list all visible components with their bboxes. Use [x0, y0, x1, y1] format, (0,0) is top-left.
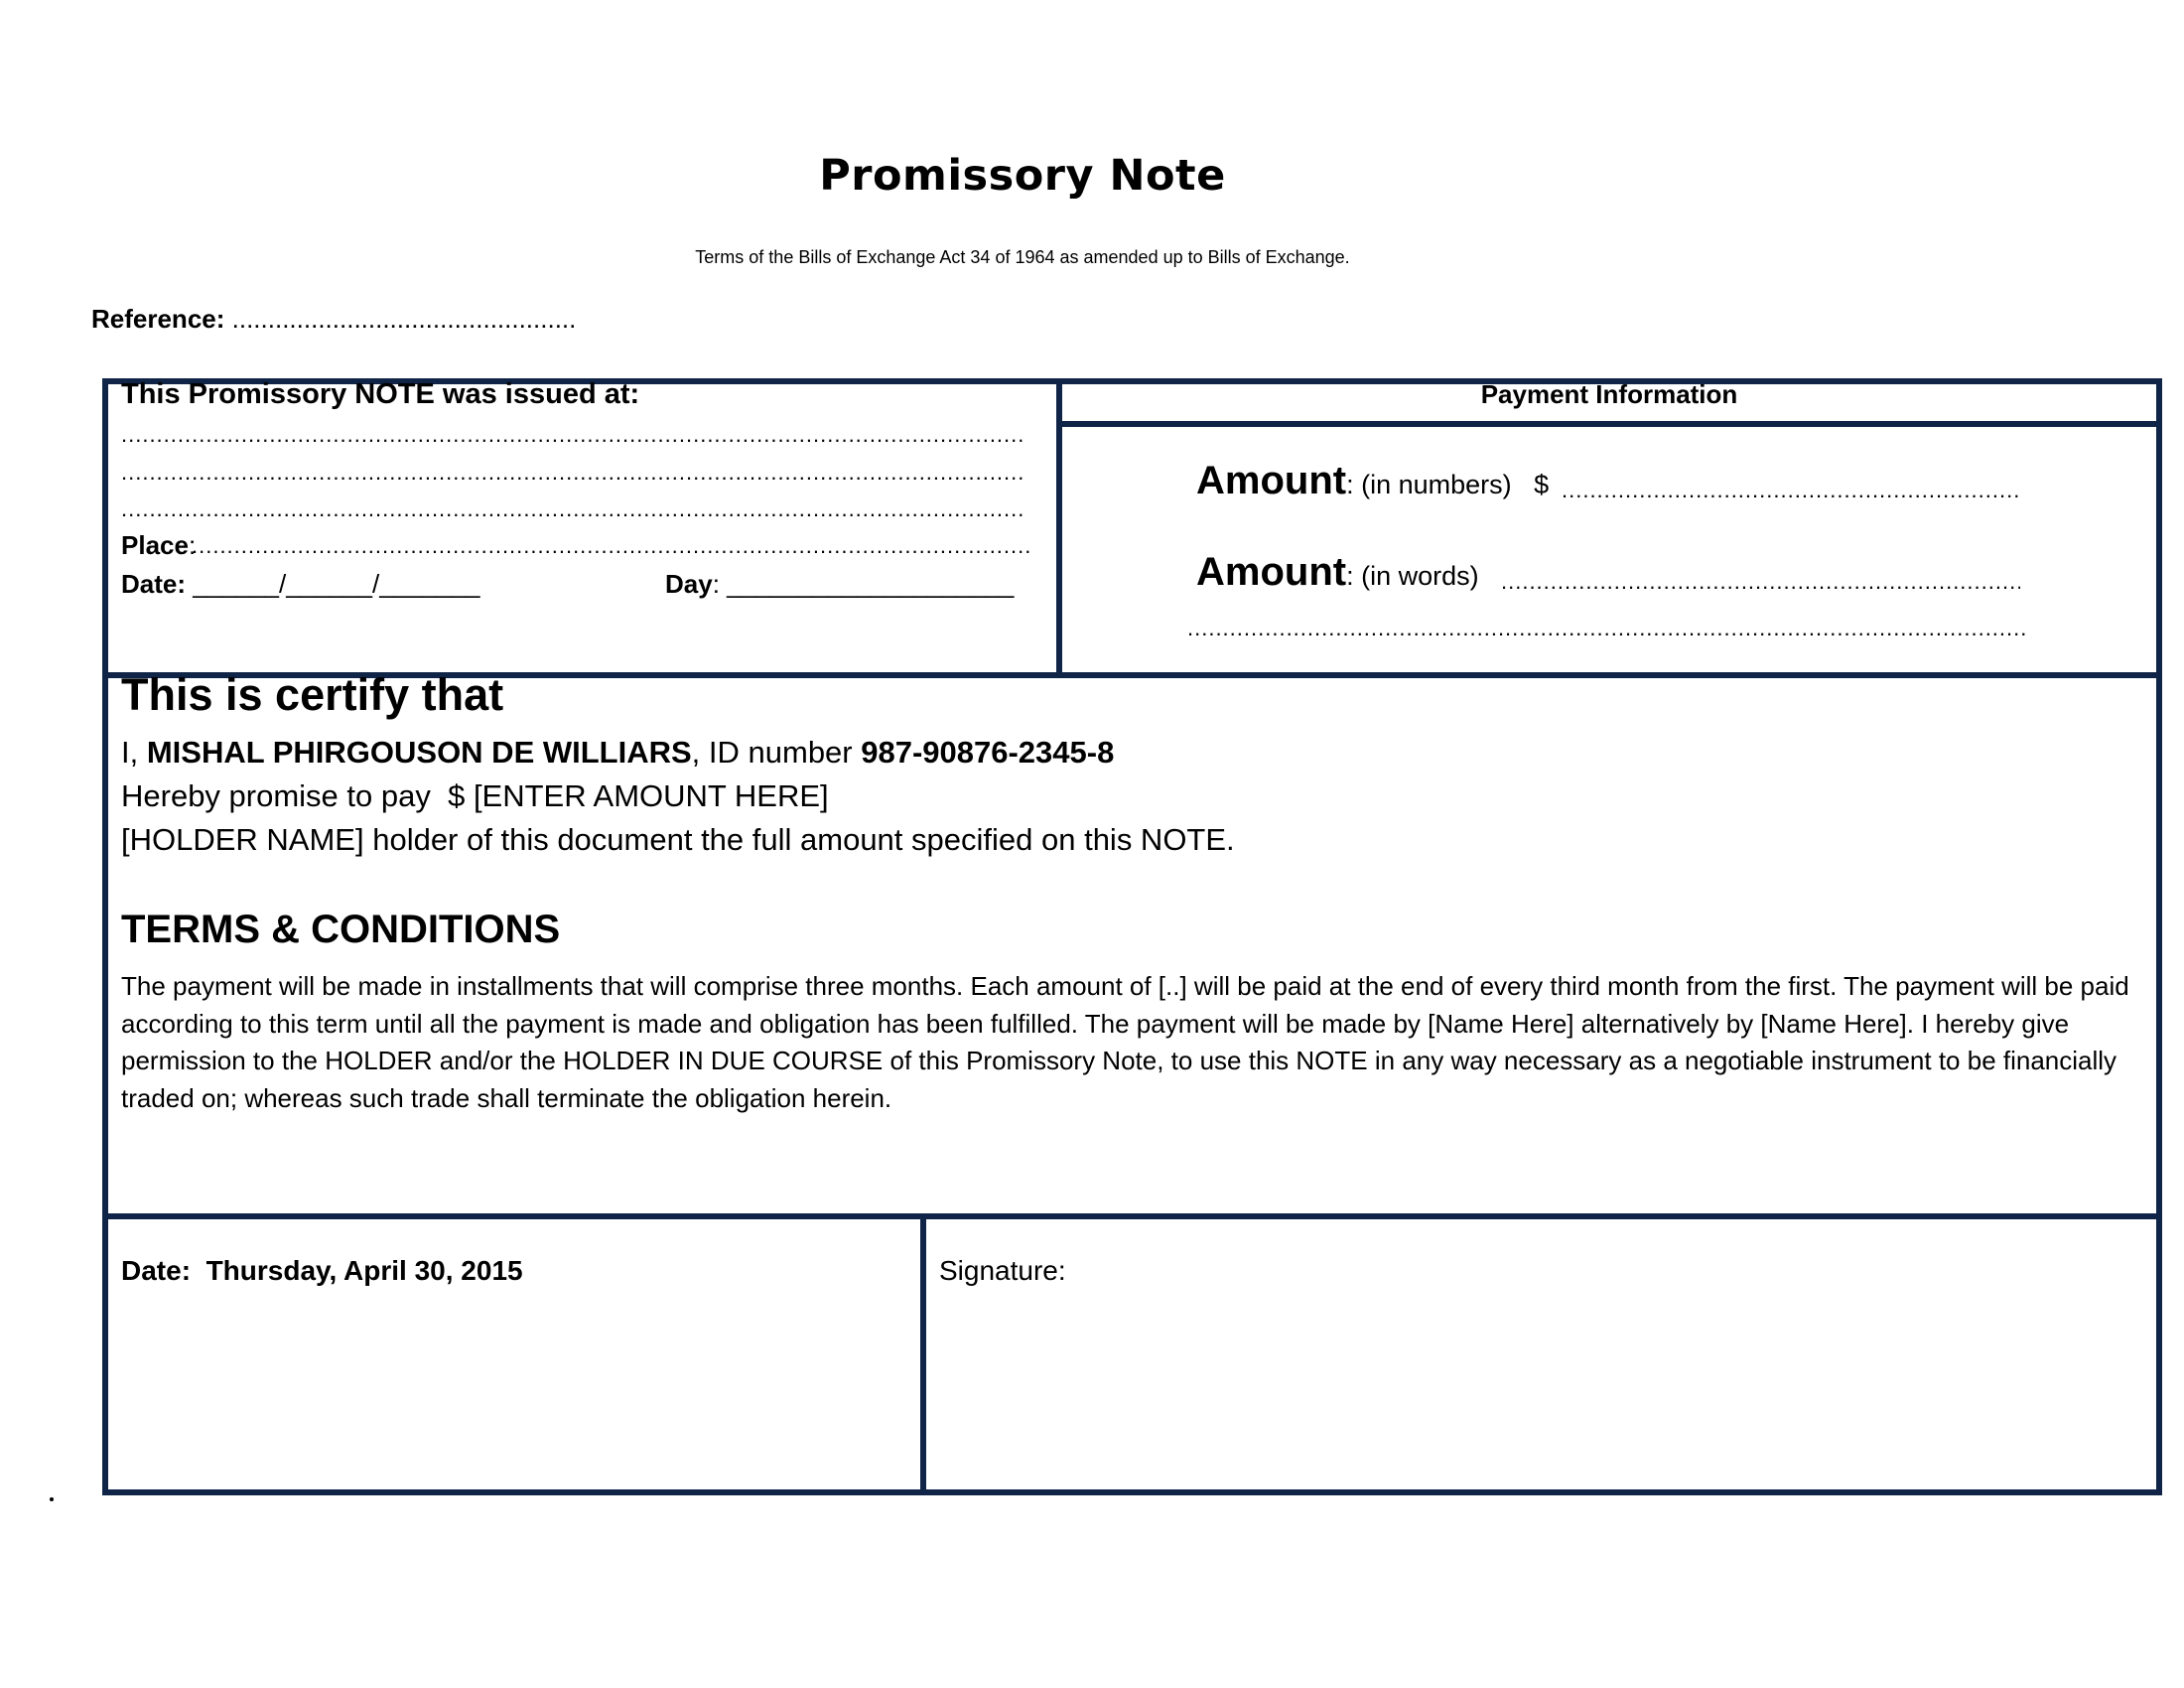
- place-input[interactable]: [192, 533, 1030, 563]
- amount-words-row: [1196, 550, 1479, 595]
- issue-date-label: Date:: [121, 569, 187, 599]
- certify-party-line: [121, 735, 1114, 771]
- terms-heading: TERMS & CONDITIONS: [121, 908, 561, 951]
- issue-date-input[interactable]: ______/______/_______: [193, 569, 480, 599]
- reference-field: [91, 304, 576, 335]
- bottom-section-divider: [102, 1213, 2162, 1219]
- payment-header-divider: [1056, 421, 2162, 427]
- place-field: Place:: [121, 530, 197, 560]
- holder-line: [HOLDER NAME] holder of this document the full amount specified on this NOTE.: [121, 822, 1235, 857]
- certify-heading: This is certify that: [121, 669, 504, 720]
- day-field: Day: ____________________: [665, 569, 1015, 599]
- debtor-name: MISHAL PHIRGOUSON DE WILLIARS: [146, 735, 692, 770]
- id-label: , ID number: [691, 735, 862, 770]
- terms-body: The payment will be made in installments that will comprise three months. Each amount of [..] will be paid at the end of every third month from the first. The payment will be paid according to this term until all the payment is made and obligation has been fulfilled. The payment will be made by [Name Here] alternatively by [Name Here]. I hereby give permission to the HOLDER and/or the HOLDER IN DUE COURSE of this Promissory Note, to use this NOTE in any way necessary as a negotiable instrument to be financially traded on; whereas such trade shall terminate the obligation herein.: [121, 971, 2129, 1113]
- signature-area[interactable]: [939, 1301, 2140, 1479]
- certify-prefix: I,: [121, 735, 147, 770]
- reference-label: Reference:: [91, 304, 225, 334]
- reference-value[interactable]: ................................................: [231, 304, 577, 334]
- amount-words-input-1[interactable]: [1501, 569, 2020, 599]
- amount-words-label: Amount: [1196, 550, 1347, 594]
- issued-at-line-1[interactable]: [121, 422, 1026, 452]
- issue-date-field: [121, 569, 479, 600]
- signing-date-value: Thursday, April 30, 2015: [205, 1255, 523, 1286]
- amount-numbers-label: Amount: [1196, 459, 1347, 502]
- signing-date-field: [121, 1255, 523, 1287]
- id-number: 987-90876-2345-8: [861, 735, 1115, 770]
- document-title: Promissory Note: [819, 151, 1226, 201]
- currency-symbol: $: [1534, 470, 1550, 499]
- issued-at-line-2[interactable]: [121, 460, 1026, 490]
- bottom-column-divider: [920, 1213, 926, 1495]
- amount-numbers-hint: : (in numbers): [1346, 470, 1512, 499]
- signing-date-label: Date:: [121, 1255, 192, 1286]
- promise-line: Hereby promise to pay $ [ENTER AMOUNT HERE]: [121, 778, 829, 813]
- issued-at-heading: This Promissory NOTE was issued at:: [121, 378, 640, 410]
- document-subtitle: Terms of the Bills of Exchange Act 34 of 1964 as amended up to Bills of Exchange.: [695, 247, 1350, 267]
- place-label: Place: [121, 530, 189, 560]
- issued-at-line-3[interactable]: [121, 496, 1026, 526]
- amount-numbers-row: [1196, 459, 1549, 503]
- payment-info-heading: Payment Information: [1480, 379, 1738, 409]
- day-label: Day: [665, 569, 713, 599]
- amount-words-input-2[interactable]: [1187, 616, 2025, 645]
- signature-label: Signature:: [939, 1255, 1066, 1286]
- amount-numbers-input[interactable]: [1562, 478, 2020, 507]
- page-dot: [50, 1497, 54, 1501]
- amount-words-hint: : (in words): [1346, 561, 1479, 591]
- day-input[interactable]: ____________________: [727, 569, 1015, 599]
